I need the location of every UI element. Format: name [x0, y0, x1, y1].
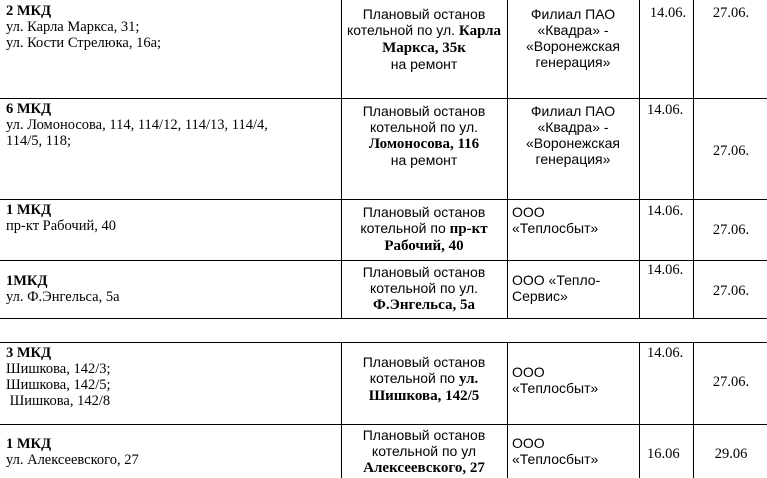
address-line: 114/5, 118;	[6, 133, 71, 149]
reason-note: на ремонт	[390, 56, 458, 72]
end-date: 27.06.	[712, 374, 750, 390]
end-date: 27.06.	[712, 222, 750, 238]
start-date: 14.06.	[647, 102, 684, 118]
reason-text: Плановый останов котельной по ул	[362, 427, 486, 459]
mkd-count: 1 МКД	[6, 436, 52, 452]
address-cell	[6, 3, 341, 51]
organization-cell: ООО «Теплосбыт»	[512, 435, 599, 467]
address-cell	[6, 345, 341, 409]
end-date: 27.06.	[712, 143, 750, 159]
mkd-count: 2 МКД	[6, 3, 52, 19]
address-cell	[6, 436, 341, 468]
address-cell	[6, 101, 341, 149]
start-date: 14.06.	[647, 345, 684, 361]
reason-cell	[346, 103, 502, 168]
grid-line	[639, 0, 640, 319]
grid-line	[341, 0, 342, 319]
end-date: 27.06.	[712, 283, 750, 299]
organization-cell: Филиал ПАО «Квадра» - «Воронежская генерация»	[525, 103, 620, 167]
reason-cell	[346, 264, 502, 313]
address-line: ул. Кости Стрелюка, 16а;	[6, 35, 162, 51]
address-line: ул. Ломоносова, 114, 114/12, 114/13, 114/4,	[6, 117, 268, 133]
address-line: пр-кт Рабочий, 40	[6, 218, 116, 234]
grid-line	[341, 342, 342, 478]
end-date: 27.06.	[712, 5, 750, 21]
organization-cell: ООО «Теплосбыт»	[512, 204, 599, 236]
grid-line	[0, 260, 767, 261]
address-cell	[6, 202, 341, 234]
end-date: 29.06	[714, 446, 748, 462]
reason-cell	[346, 354, 502, 404]
start-date: 16.06	[647, 446, 680, 462]
grid-line	[0, 199, 767, 200]
reason-street: Ф.Энгельса, 5а	[373, 297, 475, 313]
mkd-count: 6 МКД	[6, 101, 52, 117]
mkd-count: 1МКД	[6, 273, 48, 289]
reason-text: Плановый останов котельной по	[360, 204, 486, 236]
address-line: ул. Карла Маркса, 31;	[6, 19, 140, 35]
reason-street: пр-кт Рабочий, 40	[384, 221, 488, 254]
grid-line	[0, 98, 767, 99]
address-cell	[6, 273, 341, 305]
reason-text: Плановый останов котельной по ул.	[362, 103, 486, 135]
grid-line	[639, 342, 640, 478]
reason-cell	[346, 427, 502, 476]
reason-street: Ломоносова, 116	[368, 136, 480, 152]
address-line: ул. Ф.Энгельса, 5а	[6, 289, 120, 305]
reason-note: на ремонт	[390, 152, 458, 168]
reason-street: Карла Маркса, 35к	[382, 23, 501, 56]
reason-text: Плановый останов котельной по ул.	[362, 264, 486, 296]
organization-cell: ООО «Теплосбыт»	[512, 364, 599, 396]
grid-line	[507, 342, 508, 478]
address-line: Шишкова, 142/3;	[6, 361, 111, 377]
address-line: ул. Алексеевского, 27	[6, 452, 139, 468]
grid-line	[0, 342, 767, 343]
start-date: 14.06.	[649, 5, 687, 21]
reason-street: Алексеевского, 27	[363, 460, 485, 476]
mkd-count: 1 МКД	[6, 202, 52, 218]
reason-cell	[346, 204, 502, 254]
reason-cell	[346, 6, 502, 72]
organization-cell: ООО «Тепло-Сервис»	[512, 272, 601, 304]
address-line: Шишкова, 142/5;	[6, 377, 111, 393]
reason-text: Плановый останов котельной по	[362, 354, 486, 386]
reason-street: ул. Шишкова, 142/5	[368, 371, 480, 404]
organization-cell: Филиал ПАО «Квадра» - «Воронежская генерация»	[525, 6, 620, 70]
mkd-count: 3 МКД	[6, 345, 52, 361]
address-line: Шишкова, 142/8	[6, 393, 111, 409]
grid-line	[0, 424, 767, 425]
start-date: 14.06.	[647, 203, 684, 219]
grid-line	[0, 318, 767, 319]
reason-text: Плановый останов котельной по ул.	[346, 6, 486, 38]
grid-line	[507, 0, 508, 319]
start-date: 14.06.	[647, 262, 684, 278]
